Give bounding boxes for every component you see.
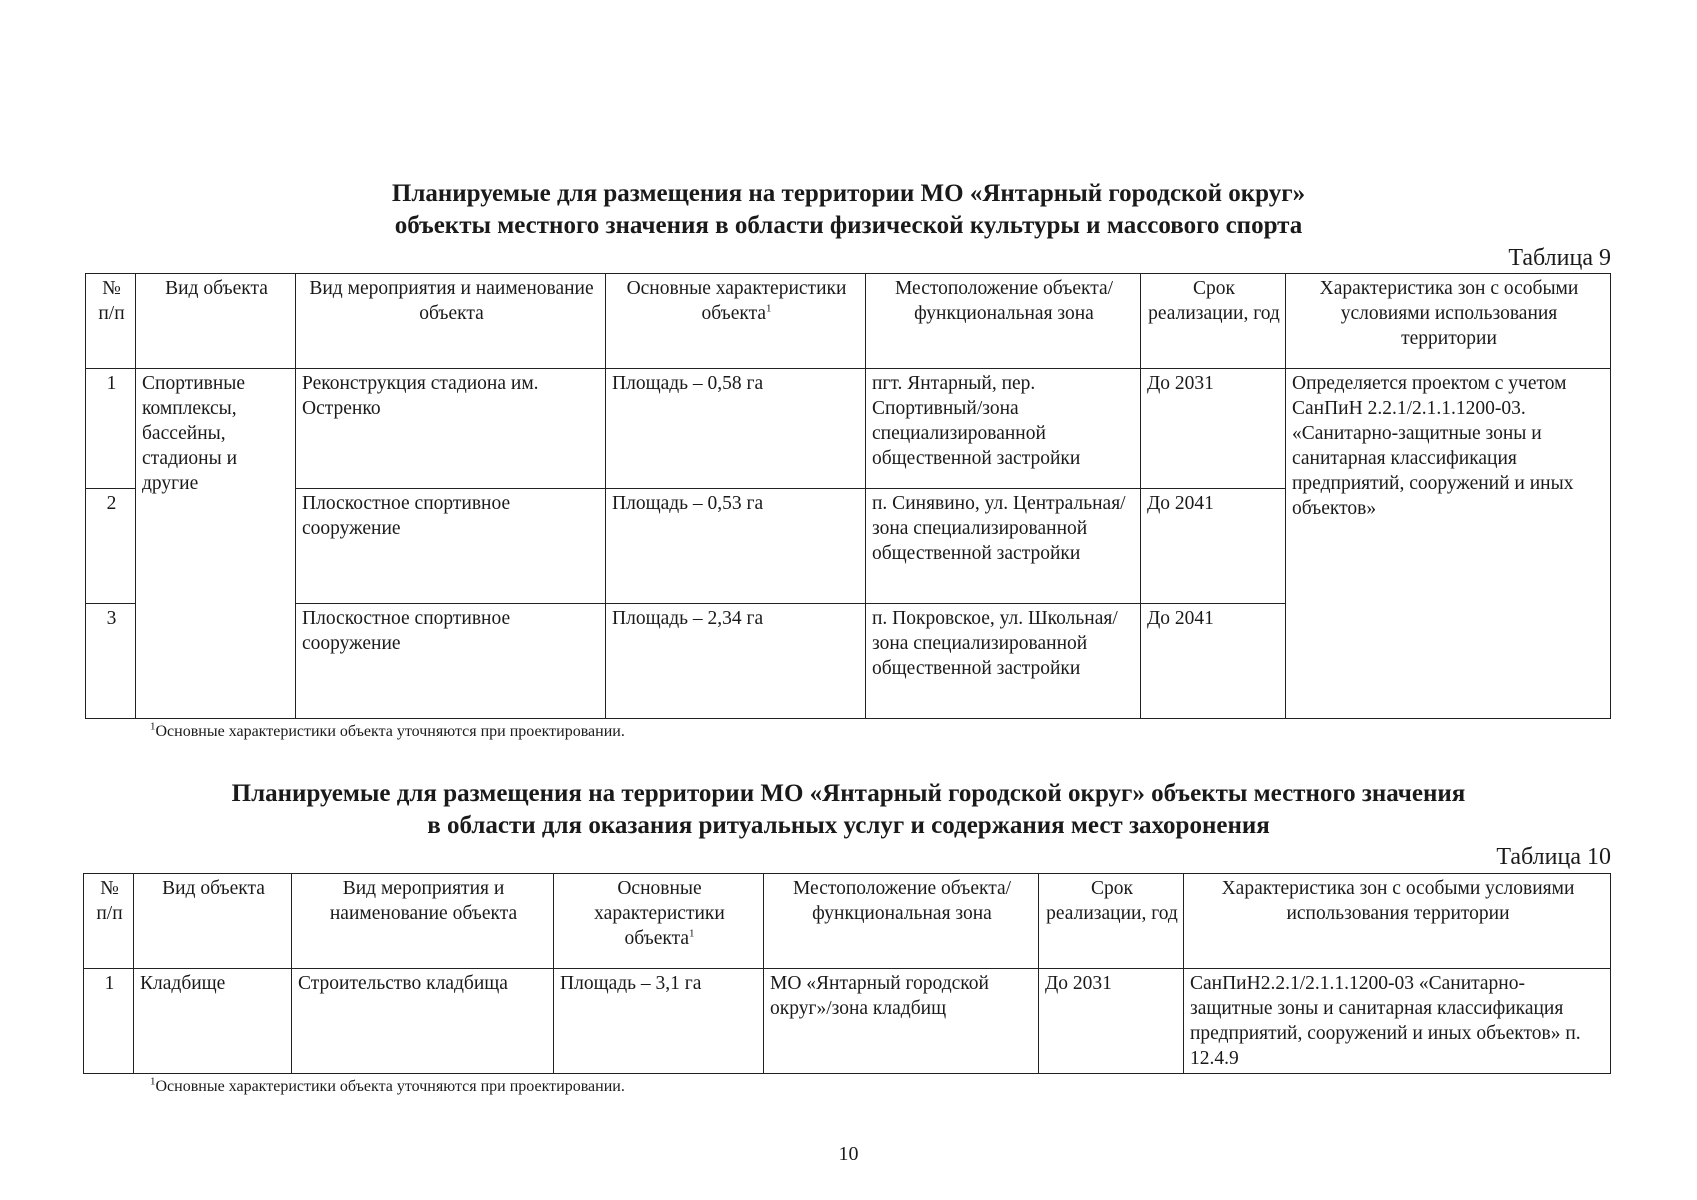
row-term: До 2041	[1141, 604, 1286, 719]
row-num: 1	[86, 369, 136, 489]
table10-footnote: $^1$Основные характеристики объекта уточняются при проектировании.	[150, 1075, 625, 1095]
table-row	[84, 969, 1611, 1074]
header-location: Местоположение объекта/ функциональная зона	[866, 274, 1141, 369]
row-location: п. Покровское, ул. Школьная/зона специализированной общественной застройки	[866, 604, 1141, 719]
header-chars: Основные характеристики объекта$^1$	[554, 874, 764, 969]
table10	[83, 873, 1611, 1074]
section1-title-line2: объекты местного значения в области физической культуры и массового спорта	[394, 212, 1303, 239]
row-term: До 2041	[1141, 489, 1286, 604]
table10-header-row	[84, 874, 1611, 969]
table9-footnote: $^1$Основные характеристики объекта уточняются при проектировании.	[150, 720, 625, 740]
header-type: Вид объекта	[134, 874, 292, 969]
header-type: Вид объекта	[136, 274, 296, 369]
row-location: п. Синявино, ул. Центральная/зона специализированной общественной застройки	[866, 489, 1141, 604]
table9	[85, 273, 1611, 719]
row-chars: Площадь – 0,58 га	[606, 369, 866, 489]
row-chars: Площадь – 2,34 га	[606, 604, 866, 719]
row-term: До 2031	[1039, 969, 1184, 1074]
header-num: № п/п	[86, 274, 136, 369]
table10-label: Таблица 10	[1496, 844, 1611, 870]
row-location: пгт. Янтарный, пер. Спортивный/зона специализированной общественной застройки	[866, 369, 1141, 489]
table9-header-row	[86, 274, 1611, 369]
row-type: Кладбище	[134, 969, 292, 1074]
row-action: Строительство кладбища	[292, 969, 554, 1074]
header-chars: Основные характеристики объекта$^1$	[606, 274, 866, 369]
row-action: Плоскостное спортивное сооружение	[296, 489, 606, 604]
section2-title-line1: Планируемые для размещения на территории МО «Янтарный городской округ» объекты местного значения	[231, 780, 1466, 807]
row-chars: Площадь – 3,1 га	[554, 969, 764, 1074]
header-num: № п/п	[84, 874, 134, 969]
row-action: Плоскостное спортивное сооружение	[296, 604, 606, 719]
section2-title-line2: в области для оказания ритуальных услуг и содержания мест захоронения	[427, 812, 1270, 839]
header-location: Местоположение объекта/ функциональная зона	[764, 874, 1039, 969]
header-zones: Характеристика зон с особыми условиями использования территории	[1286, 274, 1611, 369]
row-action: Реконструкция стадиона им. Остренко	[296, 369, 606, 489]
header-action: Вид мероприятия и наименование объекта	[292, 874, 554, 969]
row-term: До 2031	[1141, 369, 1286, 489]
row-num: 3	[86, 604, 136, 719]
row-num: 1	[84, 969, 134, 1074]
header-term: Срок реализации, год	[1141, 274, 1286, 369]
header-zones: Характеристика зон с особыми условиями использования территории	[1184, 874, 1611, 969]
table9-label: Таблица 9	[1508, 245, 1611, 271]
header-term: Срок реализации, год	[1039, 874, 1184, 969]
row-chars: Площадь – 0,53 га	[606, 489, 866, 604]
table-row	[86, 369, 1611, 489]
object-type-cell: Спортивные комплексы, бассейны, стадионы и другие	[136, 369, 296, 719]
row-zones: СанПиН2.2.1/2.1.1.1200-03 «Санитарно-защитные зоны и санитарная классификация предприятий, сооружений и иных объектов» п. 12.4.9	[1184, 969, 1611, 1074]
row-location: МО «Янтарный городской округ»/зона кладбищ	[764, 969, 1039, 1074]
page-number: 10	[838, 1143, 859, 1165]
zones-cell: Определяется проектом с учетом СанПиН 2.2.1/2.1.1.1200-03. «Санитарно-защитные зоны и санитарная классификация предприятий, сооружений и иных объектов»	[1286, 369, 1611, 719]
row-num: 2	[86, 489, 136, 604]
header-action: Вид мероприятия и наименование объекта	[296, 274, 606, 369]
section1-title-line1: Планируемые для размещения на территории МО «Янтарный городской округ»	[391, 180, 1306, 207]
